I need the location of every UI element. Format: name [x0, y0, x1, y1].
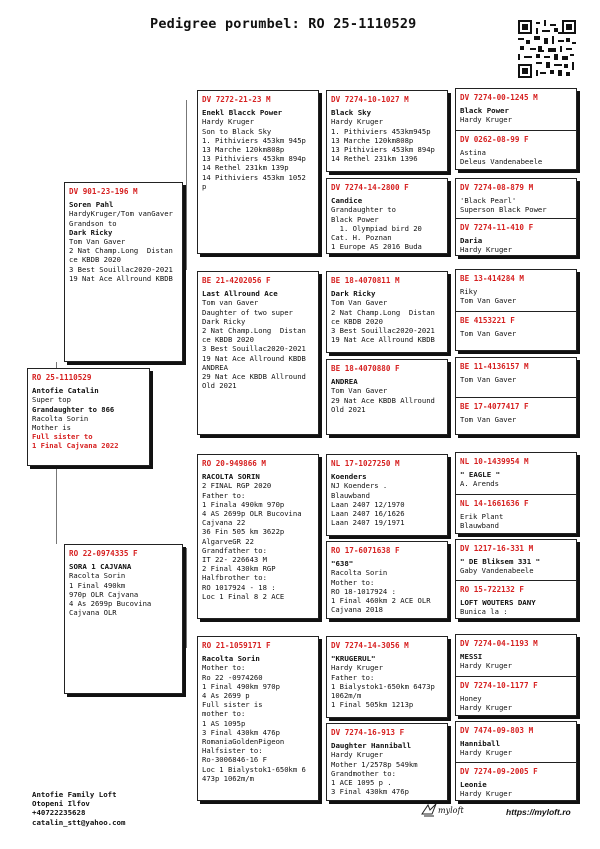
ring-number: DV 7274-04-1193 M [460, 639, 538, 648]
g3-card-dsd[interactable]: RO 17-6071638 F "638" Racolta Sorin Mother to: RO 18-1017924 : 1 Final 460km 2 ACE OLR Cajvana 2018 [326, 541, 448, 619]
g4-pair-2[interactable]: DV 7274-08-879 M 'Black Pearl' Superson Black Power DV 7274-11-410 F Daria Hardy Kruger [455, 178, 577, 256]
pigeon-logo-icon [420, 802, 438, 818]
ring-number: DV 7474-09-803 M [460, 726, 534, 735]
ring-number: RO 20-949866 M [202, 459, 267, 468]
g3-card-ddd[interactable]: DV 7274-16-913 F Daughter Hanniball Hardy Kruger Mother 1/2578p 549km Grandmother to: 1 ACE 1095 p . 3 Final 430km 476p [326, 723, 448, 801]
ring-number: DV 7274-00-1245 M [460, 93, 538, 102]
g3-card-ssd[interactable]: DV 7274-14-2800 F Candice Grandaughter to Black Power 1. Olympiad bird 20 Cat. H. Poznan 1 Europe AS 2016 Buda [326, 178, 448, 254]
ring-number: NL 17-1027250 M [331, 459, 400, 468]
grandsire-paternal-card[interactable]: DV 7272-21-23 M Enekl Blacck Power Hardy Kruger Son to Black Sky 1. Pithiviers 453km 945p 13 Marche 120km808p 13 Pithiviers 453km 894p 14 Rethel 231km 139p 14 Pithiviers 453km 1052 p [197, 90, 319, 254]
g3-card-sds[interactable]: BE 18-4070811 M Dark Ricky Tom Van Gaver 2 Nat Champ.Long Distan ce KBDB 2020 3 Best Souillac2020-2021 19 Nat Ace Allround KBDB [326, 271, 448, 353]
ring-number: BE 18-4070880 F [331, 364, 400, 373]
g4-pair-7[interactable]: DV 7274-04-1193 M MESSI Hardy Kruger DV 7274-10-1177 F Honey Hardy Kruger [455, 634, 577, 716]
ring-number: DV 7272-21-23 M [202, 95, 271, 104]
brand-site-link[interactable]: https://myloft.ro [506, 807, 571, 817]
granddam-paternal-card[interactable]: BE 21-4202056 F Last Allround Ace Tom van Gaver Daughter of two super Dark Ricky 2 Nat Champ.Long Distan ce KBDB 2020 3 Best Souillac2020-2021 19 Nat Ace Allround KBDB ANDREA 29 Nat Ace KBDB Allround Old 2021 [197, 271, 319, 435]
g4-pair-3[interactable]: BE 13-414284 M Riky Tom Van Gaver BE 4153221 F Tom Van Gaver [455, 269, 577, 351]
ring-number: RO 22-0974335 F [69, 549, 138, 558]
g3-card-sdd[interactable]: BE 18-4070880 F ANDREA Tom Van Gaver 29 Nat Ace KBDB Allround Old 2021 [326, 359, 448, 435]
ring-number: BE 13-414284 M [460, 274, 525, 283]
g4-pair-8[interactable]: DV 7474-09-803 M Hanniball Hardy Kruger DV 7274-09-2005 F Leonie Hardy Kruger [455, 721, 577, 801]
ring-number: DV 7274-08-879 M [460, 183, 534, 192]
ring-number: DV 7274-16-913 F [331, 728, 405, 737]
granddam-maternal-card[interactable]: RO 21-1059171 F Racolta Sorin Mother to: Ro 22 -0974260 1 Final 490km 970p 4 As 2699 p Full sister is mother to: 1 AS 1095p 3 Final 430km 476p RomaniaGoldenPigeon Halfsister to: Ro-3006846-16 F Loc 1 Bialystok1-650km 6 473p 1062m/m [197, 636, 319, 801]
ring-number: BE 18-4070811 M [331, 276, 400, 285]
owner-loft: Antofie Family Loft [32, 790, 117, 799]
ring-number: RO 21-1059171 F [202, 641, 271, 650]
ring-number: DV 7274-10-1177 F [460, 681, 538, 690]
qr-code-icon [518, 20, 576, 78]
ring-number: DV 0262-08-99 F [460, 135, 529, 144]
owner-email: catalin_stt@yahoo.com [32, 817, 126, 827]
ring-number: DV 1217-16-331 M [460, 544, 534, 553]
g4-pair-5[interactable]: NL 10-1439954 M " EAGLE " A. Arends NL 14-1661636 F Erik Plant Blauwband [455, 452, 577, 534]
ring-number: DV 7274-11-410 F [460, 223, 534, 232]
ring-number: BE 4153221 F [460, 316, 515, 325]
g4-pair-6[interactable]: DV 1217-16-331 M " DE Bliksem 331 " Gaby Vandenabeele RO 15-722132 F LOFT WOUTERS DANY Bunica la : [455, 539, 577, 619]
page-title: Pedigree porumbel: RO 25-1110529 [150, 16, 417, 32]
sire-card[interactable]: DV 901-23-196 M Soren Pahl HardyKruger/Tom vanGaver Grandson to Dark Ricky Tom Van Gaver 2 Nat Champ.Long Distan ce KBDB 2020 3 Best Souillac2020-2021 19 Nat Ace Allround KBDB [64, 182, 183, 362]
connector-line [56, 466, 57, 544]
ring-number: BE 21-4202056 F [202, 276, 271, 285]
ring-number: NL 10-1439954 M [460, 457, 529, 466]
ring-number: DV 7274-09-2005 F [460, 767, 538, 776]
connector-line [186, 548, 187, 648]
g4-pair-1[interactable]: DV 7274-00-1245 M Black Power Hardy Kruger DV 0262-08-99 F Astina Deleus Vandenabeele [455, 88, 577, 170]
ring-number: BE 17-4077417 F [460, 402, 529, 411]
ring-number: RO 17-6071638 F [331, 546, 400, 555]
ring-number: DV 7274-10-1027 M [331, 95, 409, 104]
subject-card[interactable]: RO 25-1110529 Antofie Catalin Super top Grandaughter to 866 Racolta Sorin Mother is Full sister to 1 Final Cajvana 2022 [27, 368, 150, 466]
grandsire-maternal-card[interactable]: RO 20-949866 M RACOLTA SORIN 2 FINAL RGP 2020 Father to: 1 Finala 490km 970p 4 AS 2699p OLR Bucovina Cajvana 22 36 Fin 505 km 3622p AlgarveGR 22 Grandfather to: IT 22- 226643 M 2 Final 430km RGP Halfbrother to: RO 1017924 - 18 : Loc 1 Final 8 2 ACE [197, 454, 319, 619]
owner-phone: +40722235628 [32, 808, 86, 818]
g3-card-dds[interactable]: DV 7274-14-3056 M "KRUGERUL" Hardy Kruger Father to: 1 Bialystok1-650km 6473p 1062m/m 1 Final 505km 1213p [326, 636, 448, 718]
ring-number: DV 7274-14-3056 M [331, 641, 409, 650]
ring-number: DV 7274-14-2800 F [331, 183, 409, 192]
ring-number: DV 901-23-196 M [69, 187, 138, 196]
connector-line [186, 100, 187, 270]
ring-number: RO 25-1110529 [32, 373, 92, 382]
g3-card-dss[interactable]: NL 17-1027250 M Koenders NJ Koenders . Blauwband Laan 2407 12/1970 Laan 2407 16/1626 Laan 2407 19/1971 [326, 454, 448, 536]
g4-pair-4[interactable]: BE 11-4136157 M Tom Van Gaver BE 17-4077417 F Tom Van Gaver [455, 357, 577, 435]
dam-card[interactable]: RO 22-0974335 F SORA 1 CAJVANA Racolta Sorin 1 Final 490km 970p OLR Cajvana 4 As 2699p Bucovina Cajvana OLR [64, 544, 183, 694]
owner-location: Otopeni Ilfov [32, 799, 90, 809]
brand-logo: myloft [438, 806, 464, 815]
ring-number: NL 14-1661636 F [460, 499, 529, 508]
owner-contact [32, 790, 125, 827]
ring-number: BE 11-4136157 M [460, 362, 529, 371]
ring-number: RO 15-722132 F [460, 585, 525, 594]
g3-card-sss[interactable]: DV 7274-10-1027 M Black Sky Hardy Kruger 1. Pithiviers 453km945p 13 Marche 120km808p 13 Pithiviers 453km 894p 14 Rethel 231km 1396 [326, 90, 448, 172]
pigeon-name: Antofie Catalin [32, 386, 99, 396]
